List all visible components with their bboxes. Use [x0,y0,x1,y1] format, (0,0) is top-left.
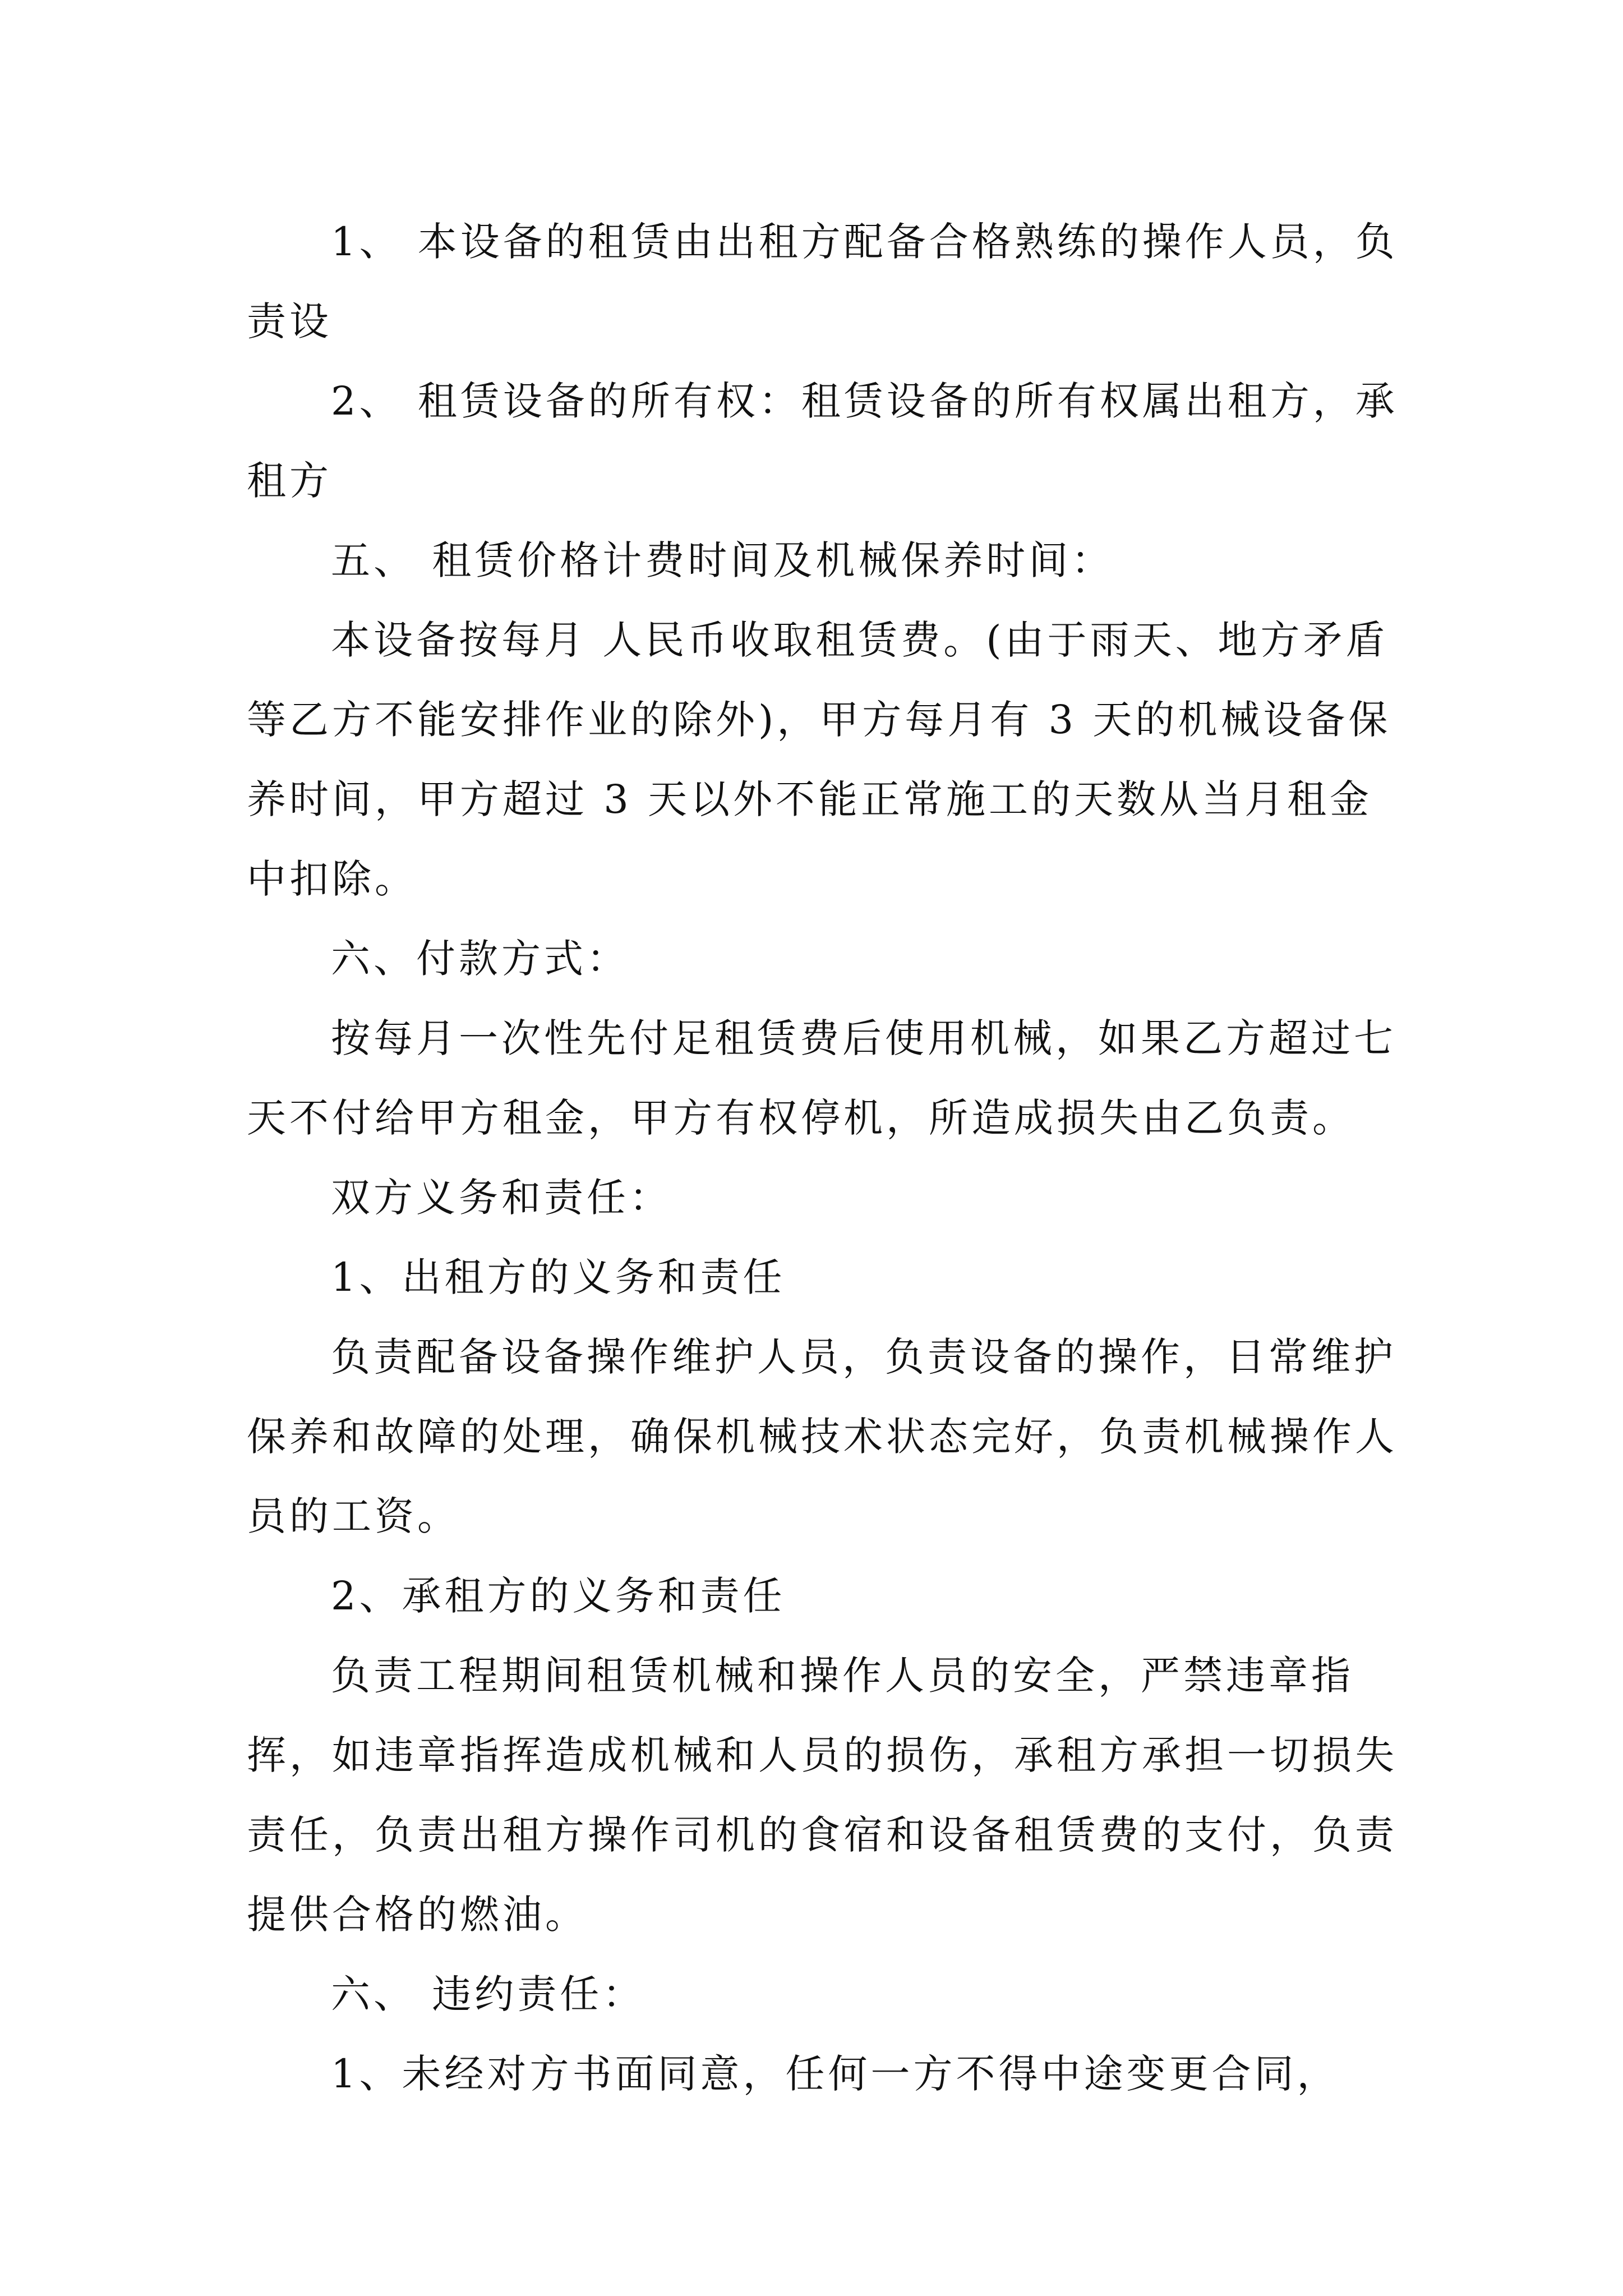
subheading-lessee-obligations: 2、承租方的义务和责任 [331,1573,786,1619]
paragraph-payment: 按每月一次性先付足租赁费后使用机械，如果乙方超过七天不付给甲方租金，甲方有权停机，所造成损失由乙负责。 [247,1015,1396,1141]
paragraph-breach-1: 1、未经对方书面同意，任何一方不得中途变更合同， [331,2051,1340,2097]
section-heading-obligations: 双方义务和责任： [331,1175,672,1221]
paragraph-pricing: 本设备按每月 人民币收取租赁费。(由于雨天、地方矛盾等乙方不能安排作业的除外)，甲方每月有 3 天的机械设备保养时间，甲方超过 3 天以外不能正常施工的天数从当月租金中扣除。 [247,617,1391,902]
section-heading-breach: 六、 违约责任： [331,1971,645,2017]
paragraph-lessor-obligations: 负责配备设备操作维护人员，负责设备的操作，日常维护保养和故障的处理，确保机械技术状态完好，负责机械操作人员的工资。 [247,1334,1398,1539]
section-heading-pricing: 五、 租赁价格计费时间及机械保养时间： [331,537,1114,583]
section-heading-payment: 六、付款方式： [331,936,629,982]
paragraph-lessee-obligations: 负责工程期间租赁机械和操作人员的安全，严禁违章指挥，如违章指挥造成机械和人员的损伤，承租方承担一切损失责任，负责出租方操作司机的食宿和设备租赁费的支付，负责提供合格的燃油。 [247,1653,1398,1938]
paragraph-operator-clause: 1、 本设备的租赁由出租方配备合格熟练的操作人员，负责设 [247,219,1398,344]
subheading-lessor-obligations: 1、出租方的义务和责任 [331,1254,786,1300]
paragraph-ownership-clause: 2、 租赁设备的所有权：租赁设备的所有权属出租方，承租方 [247,378,1398,504]
document-body [247,202,1402,2114]
